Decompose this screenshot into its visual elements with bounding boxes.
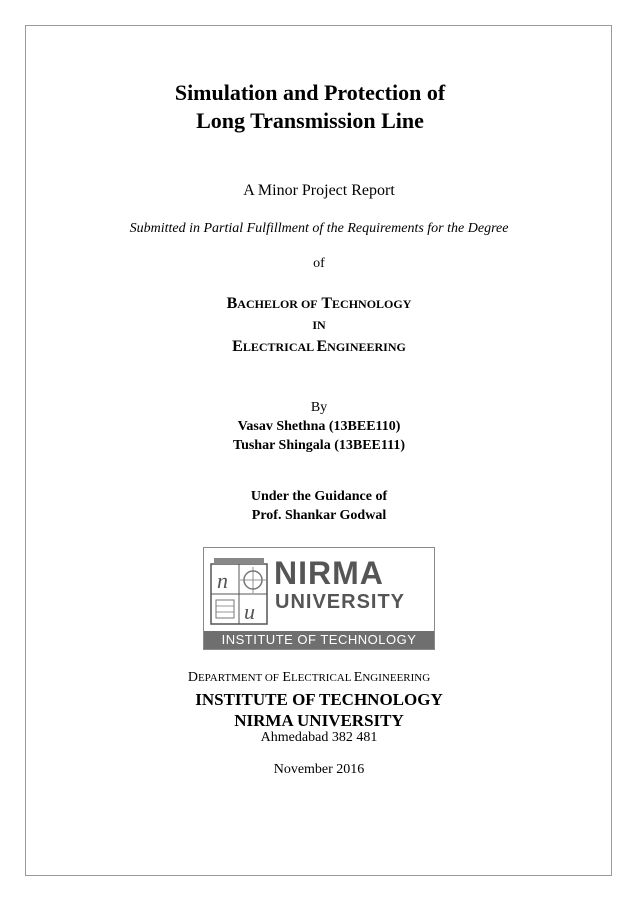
authors: [0, 417, 638, 455]
logo-institute-bar: INSTITUTE OF TECHNOLOGY: [204, 631, 434, 649]
author-1: Vasav Shethna (13BEE110): [237, 419, 401, 434]
nirma-university-logo: [203, 547, 435, 650]
report-type: A Minor Project Report: [243, 182, 395, 199]
degree-line-2: IN: [312, 318, 326, 332]
report-title: [0, 79, 638, 135]
degree-name: [0, 293, 638, 358]
degree-line-1: BACHELOR OF TECHNOLOGY: [226, 295, 412, 312]
author-2: Tushar Shingala (13BEE111): [233, 438, 405, 453]
svg-text:u: u: [244, 599, 255, 624]
submission-statement: Submitted in Partial Fulfillment of the Requirements for the Degree: [129, 221, 509, 236]
institute-name: [0, 689, 638, 731]
university-emblem-icon: [210, 556, 268, 626]
department-name: DEPARTMENT OF ELECTRICAL ENGINEERING: [187, 670, 431, 685]
guidance-label: Under the Guidance of: [250, 489, 388, 504]
guide-name: Prof. Shankar Godwal: [251, 508, 387, 523]
of-text: of: [313, 256, 325, 271]
logo-wordmark: NIRMA: [274, 555, 384, 591]
city-address: Ahmedabad 382 481: [260, 730, 378, 745]
report-date: November 2016: [273, 762, 365, 777]
institute-line-2: NIRMA UNIVERSITY: [234, 711, 404, 730]
logo-subword: UNIVERSITY: [275, 591, 406, 613]
degree-line-3: ELECTRICAL ENGINEERING: [232, 338, 406, 355]
institute-line-1: INSTITUTE OF TECHNOLOGY: [195, 690, 443, 709]
by-text: By: [310, 400, 328, 415]
svg-text:n: n: [217, 568, 228, 593]
guidance: [0, 487, 638, 525]
title-line-2: Long Transmission Line: [196, 108, 424, 133]
title-line-1: Simulation and Protection of: [174, 80, 446, 105]
